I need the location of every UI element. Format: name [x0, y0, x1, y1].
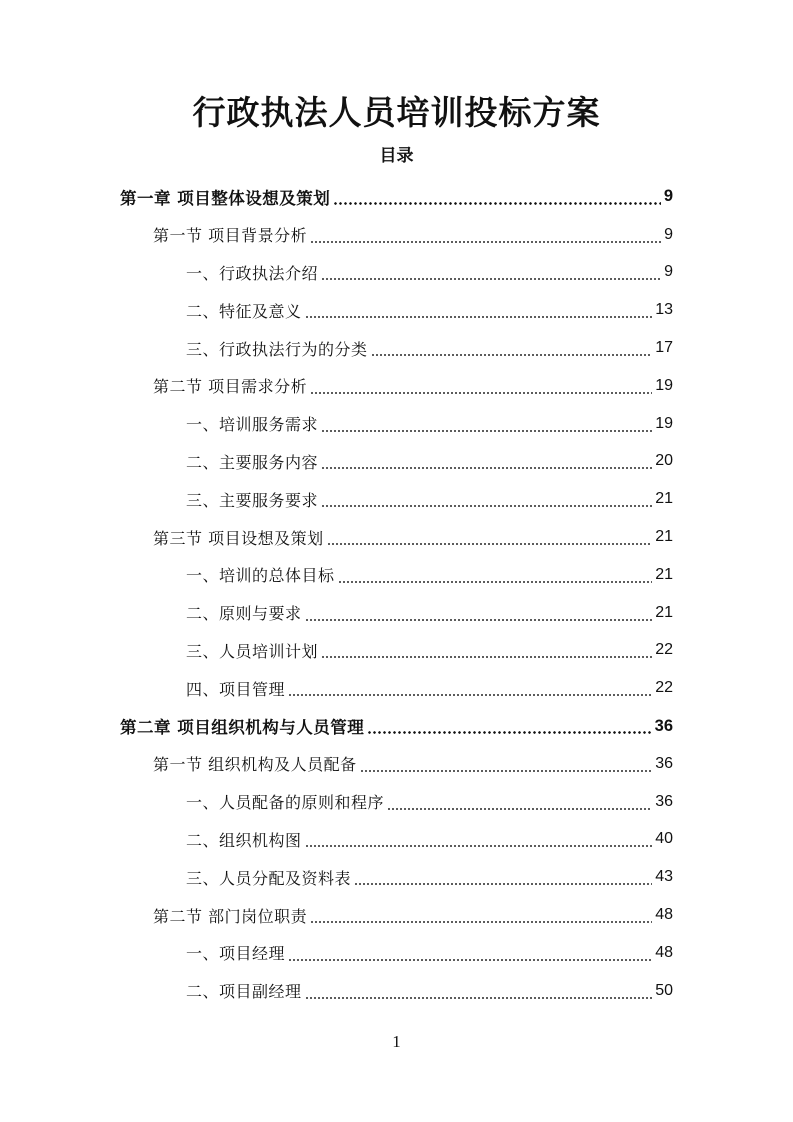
toc-entry-page: 48 — [655, 943, 673, 961]
dot-leader — [321, 467, 652, 469]
dot-leader — [367, 731, 651, 734]
toc-entry-page: 36 — [655, 792, 673, 810]
toc-section-entry[interactable] — [0, 745, 793, 783]
dot-leader — [305, 316, 653, 318]
toc-entry-label: 一、培训服务需求 — [186, 415, 319, 435]
dot-leader — [310, 921, 652, 923]
toc-entry-label: 三、人员培训计划 — [186, 641, 319, 661]
toc-subsection-entry[interactable] — [0, 783, 793, 821]
toc-subsection-entry[interactable] — [0, 972, 793, 1010]
toc-entry-page: 36 — [654, 716, 673, 735]
toc-entry-label: 第二章 项目组织机构与人员管理 — [120, 718, 365, 738]
dot-leader — [305, 997, 653, 999]
toc-entry-label: 第三节 项目设想及策划 — [153, 528, 324, 548]
toc-entry-label: 一、项目经理 — [186, 944, 286, 964]
toc-entry-page: 19 — [655, 376, 673, 394]
dot-leader — [327, 543, 653, 545]
toc-entry-page: 9 — [664, 263, 673, 281]
toc-entry-label: 一、人员配备的原则和程序 — [186, 793, 385, 813]
toc-subsection-entry[interactable] — [0, 291, 793, 329]
toc-entry-page: 48 — [655, 906, 673, 924]
toc-entry-label: 一、培训的总体目标 — [186, 566, 335, 586]
toc-subsection-entry[interactable] — [0, 669, 793, 707]
toc-entry-label: 三、人员分配及资料表 — [186, 868, 352, 888]
toc-entry-page: 22 — [655, 679, 673, 697]
dot-leader — [387, 808, 652, 810]
toc-entry-label: 二、主要服务内容 — [186, 452, 319, 472]
toc-entry-page: 21 — [655, 490, 673, 508]
toc-subsection-entry[interactable] — [0, 821, 793, 859]
dot-leader — [321, 505, 652, 507]
toc-entry-page: 36 — [655, 754, 673, 772]
toc-subsection-entry[interactable] — [0, 329, 793, 367]
dot-leader — [321, 430, 652, 432]
toc-entry-page: 21 — [655, 528, 673, 546]
dot-leader — [305, 845, 653, 847]
toc-section-entry[interactable] — [0, 896, 793, 934]
toc-heading: 目录 — [379, 146, 414, 166]
table-of-contents — [0, 178, 793, 1010]
toc-section-entry[interactable] — [0, 216, 793, 254]
toc-entry-page: 13 — [655, 301, 673, 319]
toc-entry-label: 三、主要服务要求 — [186, 490, 319, 510]
toc-entry-label: 第二节 部门岗位职责 — [153, 906, 308, 926]
dot-leader — [354, 883, 652, 885]
toc-subsection-entry[interactable] — [0, 594, 793, 632]
toc-subsection-entry[interactable] — [0, 858, 793, 896]
toc-entry-label: 三、行政执法行为的分类 — [186, 339, 368, 359]
dot-leader — [305, 619, 653, 621]
toc-section-entry[interactable] — [0, 367, 793, 405]
dot-leader — [288, 959, 652, 961]
toc-subsection-entry[interactable] — [0, 556, 793, 594]
toc-chapter-entry[interactable] — [0, 707, 793, 745]
toc-entry-label: 第一节 组织机构及人员配备 — [153, 755, 357, 775]
toc-entry-page: 17 — [655, 339, 673, 357]
toc-section-entry[interactable] — [0, 518, 793, 556]
toc-entry-label: 四、项目管理 — [186, 679, 286, 699]
toc-entry-label: 二、特征及意义 — [186, 301, 302, 321]
dot-leader — [321, 278, 661, 280]
toc-entry-label: 第一章 项目整体设想及策划 — [120, 188, 331, 208]
toc-entry-page: 19 — [655, 414, 673, 432]
toc-entry-page: 40 — [655, 830, 673, 848]
toc-chapter-entry[interactable] — [0, 178, 793, 216]
dot-leader — [371, 354, 653, 356]
toc-entry-label: 一、行政执法介绍 — [186, 263, 319, 283]
dot-leader — [321, 656, 652, 658]
toc-subsection-entry[interactable] — [0, 480, 793, 518]
dot-leader — [360, 770, 653, 772]
toc-entry-page: 21 — [655, 565, 673, 583]
dot-leader — [333, 202, 661, 205]
toc-entry-page: 9 — [663, 187, 673, 206]
toc-entry-label: 二、原则与要求 — [186, 604, 302, 624]
dot-leader — [310, 241, 661, 243]
document-title: 行政执法人员培训投标方案 — [192, 93, 601, 132]
toc-entry-page: 50 — [655, 981, 673, 999]
toc-entry-page: 22 — [655, 641, 673, 659]
toc-subsection-entry[interactable] — [0, 405, 793, 443]
toc-subsection-entry[interactable] — [0, 934, 793, 972]
toc-entry-label: 二、项目副经理 — [186, 982, 302, 1002]
toc-entry-label: 第二节 项目需求分析 — [153, 377, 308, 397]
toc-subsection-entry[interactable] — [0, 254, 793, 292]
toc-subsection-entry[interactable] — [0, 443, 793, 481]
dot-leader — [288, 694, 652, 696]
toc-entry-page: 20 — [655, 452, 673, 470]
toc-subsection-entry[interactable] — [0, 632, 793, 670]
toc-entry-label: 第一节 项目背景分析 — [153, 226, 308, 246]
toc-entry-page: 43 — [655, 868, 673, 886]
toc-entry-page: 9 — [664, 225, 673, 243]
dot-leader — [338, 581, 653, 583]
dot-leader — [310, 392, 652, 394]
footer-page-number: 1 — [392, 1032, 401, 1051]
toc-entry-page: 21 — [655, 603, 673, 621]
toc-entry-label: 二、组织机构图 — [186, 830, 302, 850]
